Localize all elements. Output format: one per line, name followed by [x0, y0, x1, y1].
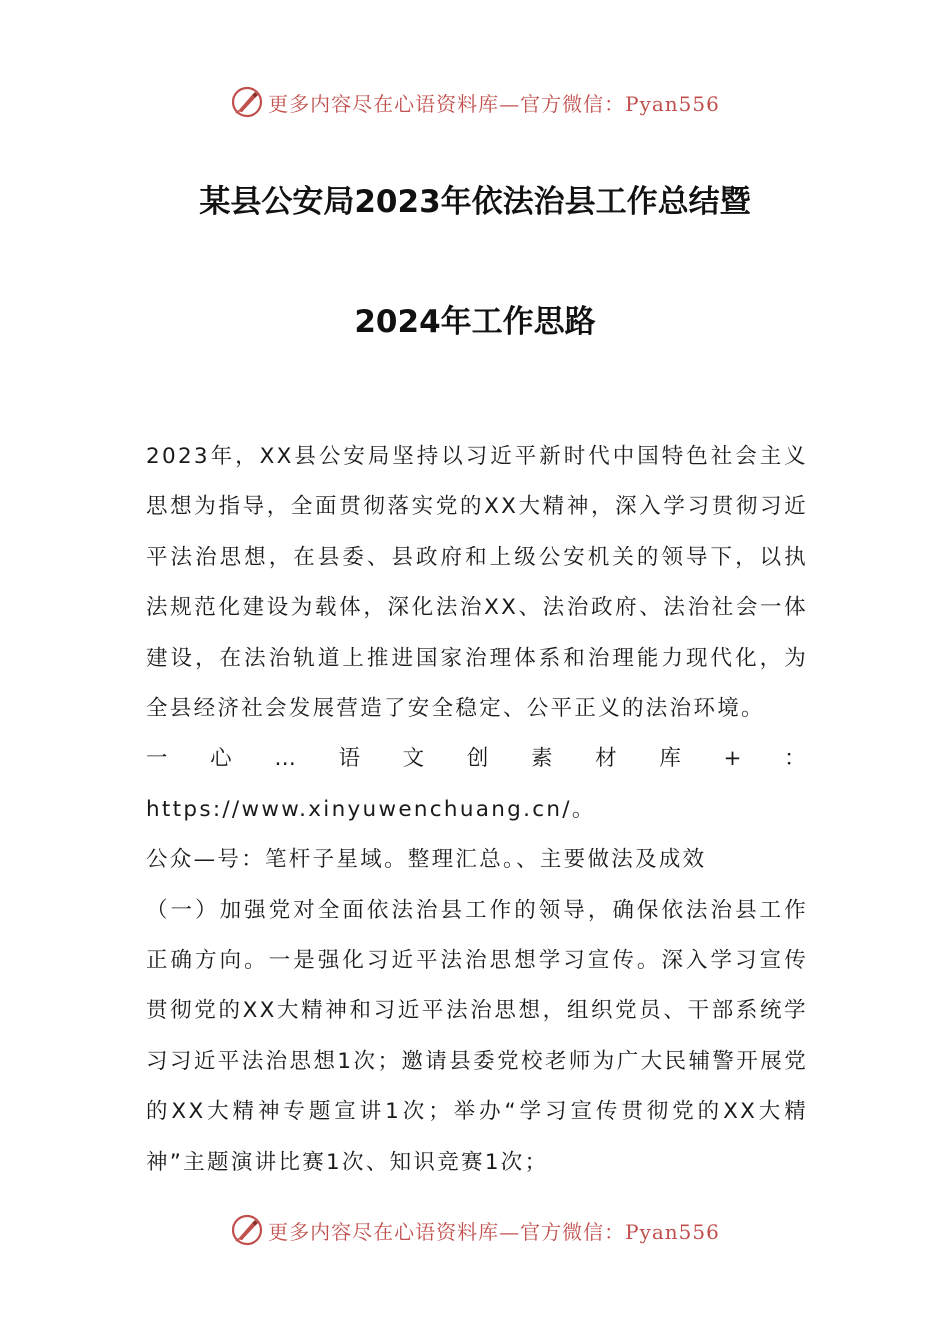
pen-logo-icon	[230, 1213, 264, 1247]
footer-banner	[0, 1210, 950, 1250]
document-body	[146, 432, 808, 1188]
body-paragraph: 一心…语文创素材库+：https://www.xinyuwenchuang.cn/。	[146, 746, 808, 822]
header-banner	[0, 82, 950, 122]
header-banner-text: 更多内容尽在心语资料库—官方微信：Pyan556	[268, 91, 720, 116]
document-title-line2: 2024年工作思路	[354, 304, 596, 340]
document-title-line1: 某县公安局2023年依法治县工作总结暨	[199, 184, 751, 220]
body-paragraph: 2023年，XX县公安局坚持以习近平新时代中国特色社会主义思想为指导，全面贯彻落实党的XX大精神，深入学习贯彻习近平法治思想，在县委、县政府和上级公安机关的领导下，以执法规范化建设为载体，深化法治XX、法治政府、法治社会一体建设，在法治轨道上推进国家治理体系和治理能力现代化，为全县经济社会发展营造了安全稳定、公平正义的法治环境。	[146, 444, 808, 722]
body-paragraph: 公众—号：笔杆子星域。整理汇总。、主要做法及成效	[146, 847, 707, 873]
pen-logo-icon	[230, 85, 264, 119]
body-paragraph: （一）加强党对全面依法治县工作的领导，确保依法治县工作正确方向。一是强化习近平法治思想学习宣传。深入学习宣传贯彻党的XX大精神和习近平法治思想，组织党员、干部系统学习习近平法治思想1次；邀请县委党校老师为广大民辅警开展党的XX大精神专题宣讲1次；举办“学习宣传贯彻党的XX大精神”主题演讲比赛1次、知识竞赛1次；	[146, 897, 808, 1175]
footer-banner-text: 更多内容尽在心语资料库—官方微信：Pyan556	[268, 1219, 720, 1244]
